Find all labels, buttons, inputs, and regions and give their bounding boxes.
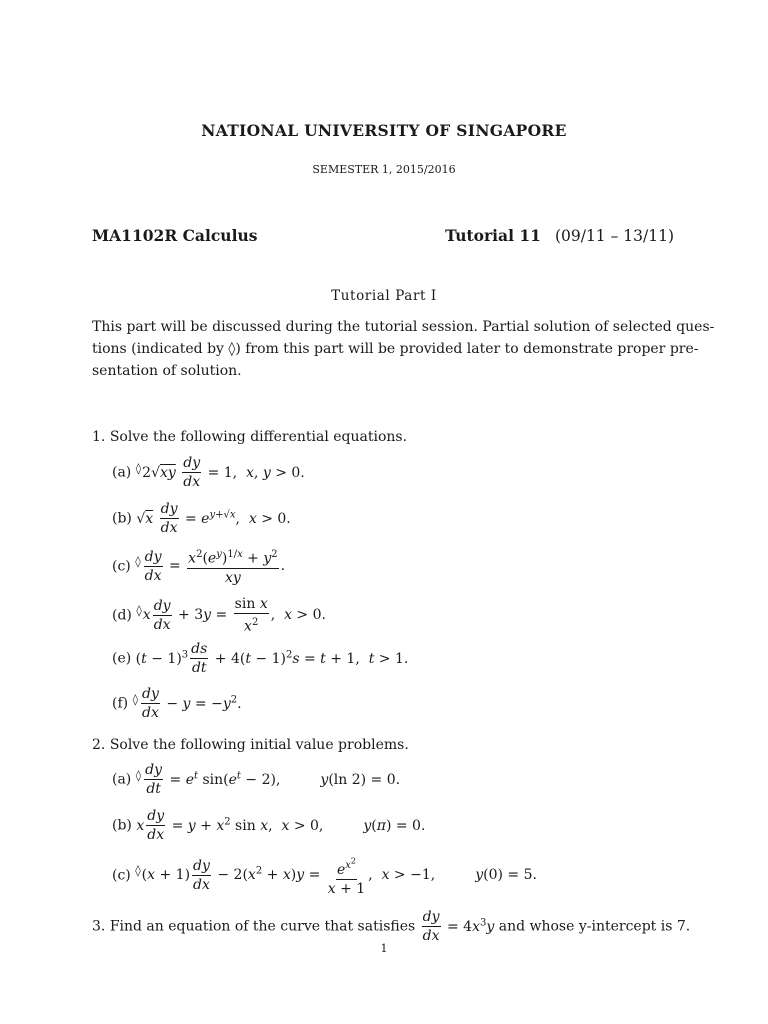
- tutorial-info: [445, 226, 674, 245]
- question-text: Solve the following differential equations.: [109, 429, 408, 445]
- question-text: and whose y-intercept is 7.: [498, 918, 691, 935]
- question-2: [92, 737, 409, 753]
- equation: √x $\frac{dy}{dx}$ = $e^{y+√x}$, x > 0.: [136, 501, 291, 536]
- equation: ◊2√xy $\frac{dy}{dx}$ = 1, x, y > 0.: [135, 455, 305, 490]
- equation: ◊x $\frac{dy}{dx}$ + 3y = $\frac{\text{sin x}}{x^2}$ , x > 0.: [136, 596, 326, 635]
- semester-line: SEMESTER 1, 2015/2016: [312, 163, 456, 176]
- part-label: (d): [112, 607, 132, 624]
- question-number: 2.: [92, 737, 106, 753]
- question-text: Find an equation of the curve that satisfies: [109, 918, 416, 935]
- part-label: (f): [112, 695, 129, 712]
- q2-part-c: [112, 853, 537, 898]
- q1-part-b: [112, 500, 291, 537]
- equation: $(t - 1)^3$ $\frac{ds}{dt}$ + $4(t - 1)^2s = t + 1$, t > 1.: [135, 641, 409, 676]
- university-title: NATIONAL UNIVERSITY OF SINGAPORE: [201, 121, 567, 140]
- course-title: MA1102R Calculus: [92, 226, 258, 245]
- equation: ◊ $\frac{dy}{dx}$ = $\frac{x^2(e^y)^{1/x} + y^2}{xy}$ .: [135, 558, 285, 574]
- intro-line: This part will be discussed during the tutorial session. Partial solution of selected ques-: [92, 319, 715, 335]
- q1-part-c: [112, 546, 285, 587]
- tutorial-number: Tutorial 11: [445, 226, 541, 245]
- question-3: [92, 908, 690, 945]
- intro-line: tions (indicated by ◊) from this part will be provided later to demonstrate proper pre-: [92, 341, 699, 357]
- q1-part-f: [112, 685, 242, 722]
- part-label: (c): [112, 558, 131, 575]
- part-label: (b): [112, 817, 132, 834]
- question-number: 3.: [92, 918, 106, 935]
- q2-part-a: [112, 761, 400, 798]
- part-label: (e): [112, 650, 132, 667]
- part-label: (a): [112, 771, 132, 788]
- part-label: (a): [112, 464, 132, 481]
- equation: ◊ $\frac{dy}{dt}$ = $e^t$ $\sin(e^t - 2)$, y(ln 2) = 0.: [135, 762, 401, 797]
- equation: $\frac{dy}{dx}$ = $4x^3y$: [422, 909, 495, 944]
- section-title: Tutorial Part I: [331, 288, 437, 304]
- equation: ◊(x + 1) $\frac{dy}{dx}$ − $2(x^2 + x)y$ = $\frac{e^{x^2}}{x + 1}$ , x > −1, y(0) = 5.: [135, 867, 537, 883]
- q1-part-e: [112, 640, 408, 677]
- q2-part-b: [112, 807, 425, 844]
- question-text: Solve the following initial value problems.: [109, 737, 409, 753]
- q1-part-d: [112, 595, 326, 636]
- equation: x $\frac{dy}{dx}$ = $y + x^2$ sin x, x > 0, y(π) = 0.: [136, 808, 426, 843]
- question-number: 1.: [92, 429, 106, 445]
- question-1: [92, 429, 407, 445]
- equation: ◊ $\frac{dy}{dx}$ − $y = -y^2$.: [132, 686, 242, 721]
- intro-line: sentation of solution.: [92, 363, 242, 379]
- page-number: 1: [380, 942, 388, 955]
- part-label: (c): [112, 867, 131, 884]
- tutorial-dates: (09/11 – 13/11): [554, 227, 674, 245]
- part-label: (b): [112, 510, 132, 527]
- intro-paragraph: [92, 316, 715, 382]
- q1-part-a: [112, 454, 305, 491]
